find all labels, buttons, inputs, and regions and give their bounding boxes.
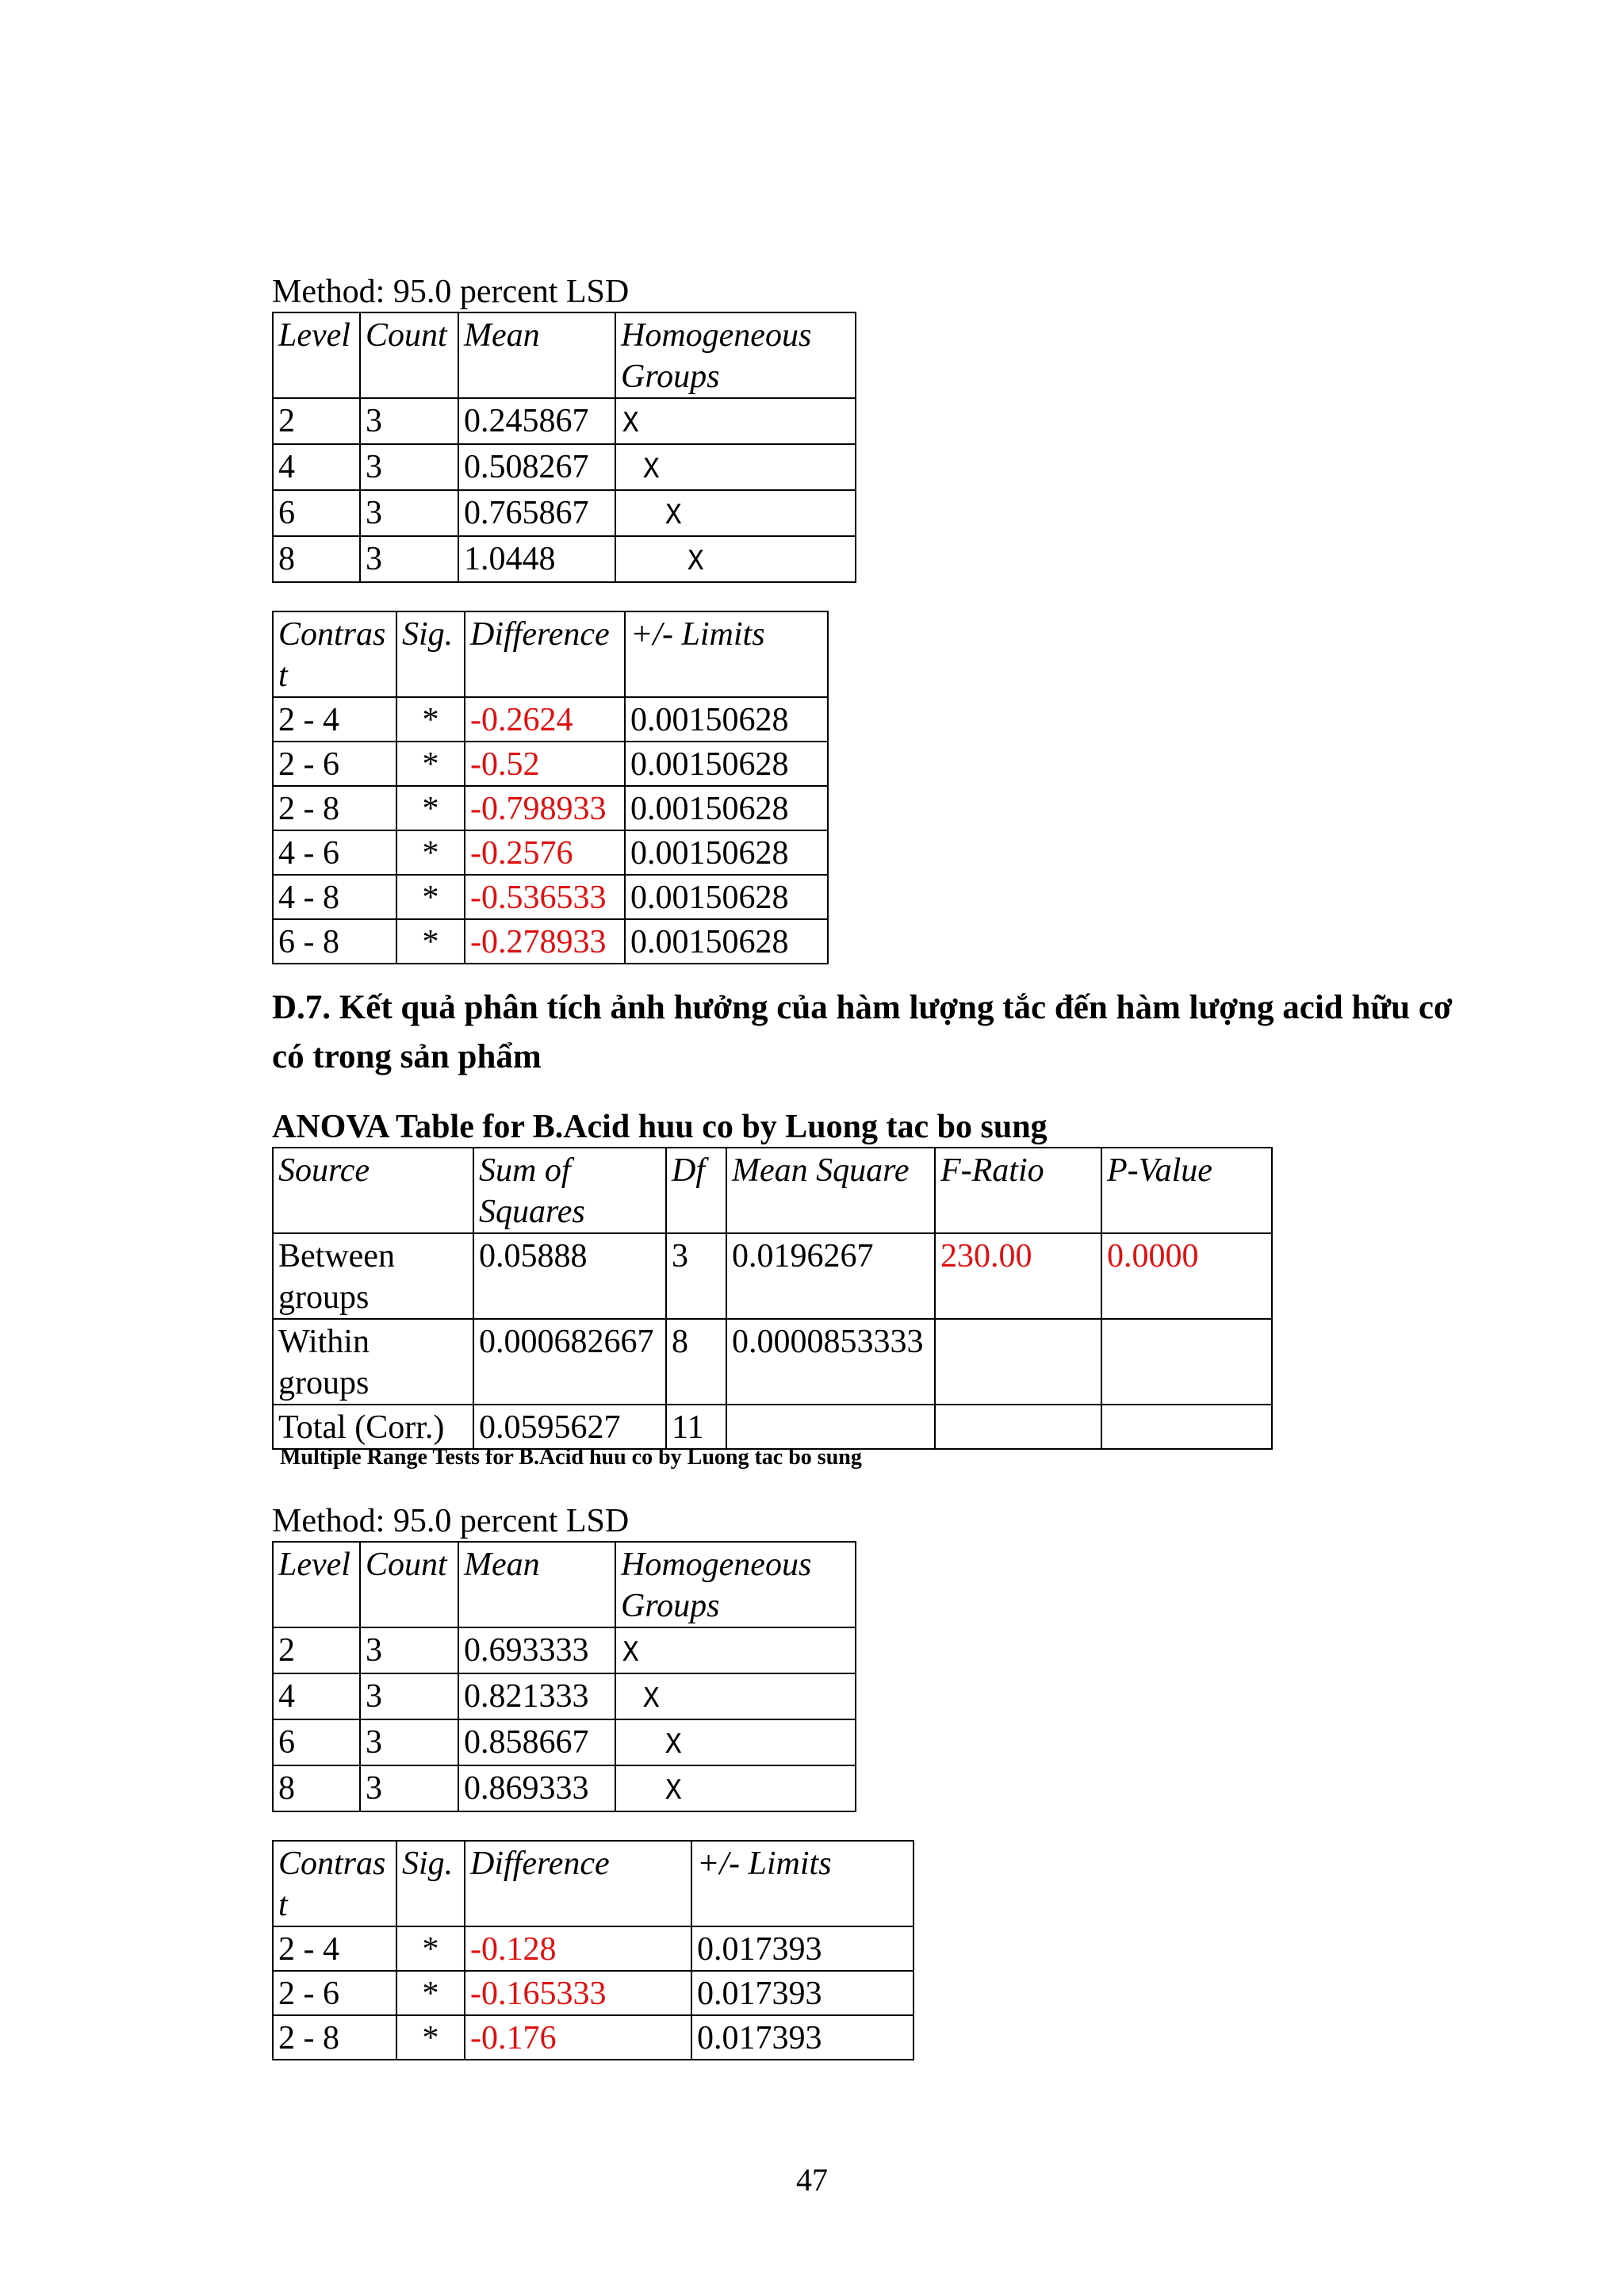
table-row xyxy=(273,2015,914,2060)
cell-limits: 0.017393 xyxy=(691,2015,914,2060)
group-mark: X xyxy=(688,545,704,577)
cell-difference: -0.536533 xyxy=(465,875,625,919)
cell-limits: 0.017393 xyxy=(691,1926,914,1971)
cell-count: 3 xyxy=(360,1765,458,1811)
cell-group xyxy=(615,398,856,444)
cell-source: Between groups xyxy=(273,1233,473,1319)
table-row xyxy=(273,1673,856,1719)
table-row xyxy=(273,830,828,875)
cell-limits: 0.00150628 xyxy=(625,742,828,786)
cell-difference: -0.278933 xyxy=(465,919,625,964)
cell-difference: -0.2624 xyxy=(465,697,625,742)
table-row xyxy=(273,1719,856,1765)
cell-difference: -0.52 xyxy=(465,742,625,786)
table-row xyxy=(273,875,828,919)
cell-difference: -0.128 xyxy=(465,1926,691,1971)
cell-level: 2 xyxy=(273,398,360,444)
table-row xyxy=(273,1765,856,1811)
cell-ss: 0.000682667 xyxy=(473,1319,666,1405)
cell-ms: 0.0000853333 xyxy=(726,1319,935,1405)
table-row xyxy=(273,490,856,536)
cell-sig: * xyxy=(396,2015,465,2060)
cell-limits: 0.00150628 xyxy=(625,919,828,964)
table-row xyxy=(273,786,828,830)
table-row xyxy=(273,398,856,444)
section-heading: D.7. Kết quả phân tích ảnh hưởng của hàm lượng tắc đến hàm lượng acid hữu cơ có trong sản phẩm xyxy=(272,989,1453,1075)
table-row xyxy=(273,1627,856,1673)
group-mark: X xyxy=(665,1728,682,1760)
cell-sig: * xyxy=(396,1926,465,1971)
cell-level: 4 xyxy=(273,1673,360,1719)
anova-table xyxy=(272,1147,1273,1450)
contrast1-header-contrast: Contrast xyxy=(273,611,396,697)
cell-f xyxy=(935,1405,1101,1449)
cell-limits: 0.00150628 xyxy=(625,830,828,875)
cell-group xyxy=(615,1627,856,1673)
table-row xyxy=(273,742,828,786)
page-number: 47 xyxy=(796,2162,828,2198)
cell-count: 3 xyxy=(360,398,458,444)
cell-contrast: 2 - 6 xyxy=(273,1971,396,2015)
cell-level: 8 xyxy=(273,536,360,582)
cell-count: 3 xyxy=(360,1673,458,1719)
cell-sig: * xyxy=(396,1971,465,2015)
cell-mean: 0.508267 xyxy=(458,444,615,490)
group-mark: X xyxy=(643,453,660,485)
table-row xyxy=(273,1971,914,2015)
cell-difference: -0.798933 xyxy=(465,786,625,830)
cell-contrast: 2 - 8 xyxy=(273,2015,396,2060)
cell-df: 8 xyxy=(666,1319,726,1405)
anova-header-f: F-Ratio xyxy=(935,1148,1101,1233)
cell-contrast: 6 - 8 xyxy=(273,919,396,964)
table-row xyxy=(273,1926,914,1971)
cell-count: 3 xyxy=(360,444,458,490)
contrast1-header-sig: Sig. xyxy=(396,611,465,697)
anova-header-df: Df xyxy=(666,1148,726,1233)
contrast2-header-limits: +/- Limits xyxy=(691,1841,914,1926)
contrast2-header-sig: Sig. xyxy=(396,1841,465,1926)
contrast2-header-difference: Difference xyxy=(465,1841,691,1926)
cell-sig: * xyxy=(396,697,465,742)
group-mark: X xyxy=(665,1774,682,1806)
anova-header-source: Source xyxy=(273,1148,473,1233)
cell-count: 3 xyxy=(360,1719,458,1765)
anova-title: ANOVA Table for B.Acid huu co by Luong tac bo sung xyxy=(272,1109,1048,1145)
lsd2-header-count: Count xyxy=(360,1542,458,1627)
cell-p: 0.0000 xyxy=(1101,1233,1272,1319)
cell-contrast: 2 - 4 xyxy=(273,1926,396,1971)
lsd1-header-mean: Mean xyxy=(458,312,615,398)
cell-sig: * xyxy=(396,875,465,919)
lsd2-header-level: Level xyxy=(273,1542,360,1627)
cell-group xyxy=(615,1719,856,1765)
cell-difference: -0.176 xyxy=(465,2015,691,2060)
group-mark: X xyxy=(665,499,682,531)
table-row xyxy=(273,444,856,490)
cell-ms: 0.0196267 xyxy=(726,1233,935,1319)
multiple-range-note: Multiple Range Tests for B.Acid huu co by Luong tac bo sung xyxy=(280,1445,862,1470)
lsd1-header-groups: Homogeneous Groups xyxy=(615,312,856,398)
table-row xyxy=(273,697,828,742)
lsd1-method: Method: 95.0 percent LSD xyxy=(272,274,630,310)
cell-mean: 0.869333 xyxy=(458,1765,615,1811)
cell-count: 3 xyxy=(360,536,458,582)
lsd2-method: Method: 95.0 percent LSD xyxy=(272,1503,630,1539)
anova-header-ms: Mean Square xyxy=(726,1148,935,1233)
cell-mean: 0.821333 xyxy=(458,1673,615,1719)
anova-header-p: P-Value xyxy=(1101,1148,1272,1233)
group-mark: X xyxy=(622,407,639,439)
cell-ms xyxy=(726,1405,935,1449)
cell-limits: 0.00150628 xyxy=(625,697,828,742)
cell-level: 8 xyxy=(273,1765,360,1811)
cell-source: Within groups xyxy=(273,1319,473,1405)
cell-group xyxy=(615,536,856,582)
cell-mean: 0.765867 xyxy=(458,490,615,536)
cell-mean: 0.245867 xyxy=(458,398,615,444)
table-row xyxy=(273,919,828,964)
group-mark: X xyxy=(643,1682,660,1714)
table-row xyxy=(273,1319,1272,1405)
cell-df: 3 xyxy=(666,1233,726,1319)
cell-source: Total (Corr.) xyxy=(273,1405,473,1449)
cell-f: 230.00 xyxy=(935,1233,1101,1319)
cell-difference: -0.2576 xyxy=(465,830,625,875)
cell-group xyxy=(615,490,856,536)
cell-p xyxy=(1101,1405,1272,1449)
cell-contrast: 2 - 6 xyxy=(273,742,396,786)
cell-group xyxy=(615,1673,856,1719)
cell-contrast: 4 - 6 xyxy=(273,830,396,875)
lsd2-table xyxy=(272,1541,856,1812)
table-row xyxy=(273,1405,1272,1449)
cell-mean: 0.693333 xyxy=(458,1627,615,1673)
cell-sig: * xyxy=(396,786,465,830)
contrast1-table xyxy=(272,611,829,964)
cell-ss: 0.05888 xyxy=(473,1233,666,1319)
lsd1-header-count: Count xyxy=(360,312,458,398)
group-mark: X xyxy=(622,1636,639,1668)
cell-group xyxy=(615,444,856,490)
cell-count: 3 xyxy=(360,490,458,536)
table-row xyxy=(273,536,856,582)
cell-ss: 0.0595627 xyxy=(473,1405,666,1449)
cell-mean: 0.858667 xyxy=(458,1719,615,1765)
contrast2-table xyxy=(272,1840,914,2060)
anova-header-ss: Sum of Squares xyxy=(473,1148,666,1233)
cell-group xyxy=(615,1765,856,1811)
contrast2-header-contrast: Contrast xyxy=(273,1841,396,1926)
cell-count: 3 xyxy=(360,1627,458,1673)
cell-sig: * xyxy=(396,919,465,964)
cell-level: 6 xyxy=(273,490,360,536)
cell-limits: 0.017393 xyxy=(691,1971,914,2015)
contrast1-header-limits: +/- Limits xyxy=(625,611,828,697)
cell-level: 2 xyxy=(273,1627,360,1673)
cell-f xyxy=(935,1319,1101,1405)
cell-sig: * xyxy=(396,742,465,786)
cell-mean: 1.0448 xyxy=(458,536,615,582)
cell-limits: 0.00150628 xyxy=(625,786,828,830)
cell-limits: 0.00150628 xyxy=(625,875,828,919)
lsd1-table xyxy=(272,312,856,583)
cell-sig: * xyxy=(396,830,465,875)
cell-contrast: 2 - 4 xyxy=(273,697,396,742)
lsd2-header-mean: Mean xyxy=(458,1542,615,1627)
cell-level: 6 xyxy=(273,1719,360,1765)
lsd1-header-level: Level xyxy=(273,312,360,398)
lsd2-header-groups: Homogeneous Groups xyxy=(615,1542,856,1627)
cell-difference: -0.165333 xyxy=(465,1971,691,2015)
cell-level: 4 xyxy=(273,444,360,490)
cell-contrast: 2 - 8 xyxy=(273,786,396,830)
cell-p xyxy=(1101,1319,1272,1405)
table-row xyxy=(273,1233,1272,1319)
cell-df: 11 xyxy=(666,1405,726,1449)
cell-contrast: 4 - 8 xyxy=(273,875,396,919)
contrast1-header-difference: Difference xyxy=(465,611,625,697)
